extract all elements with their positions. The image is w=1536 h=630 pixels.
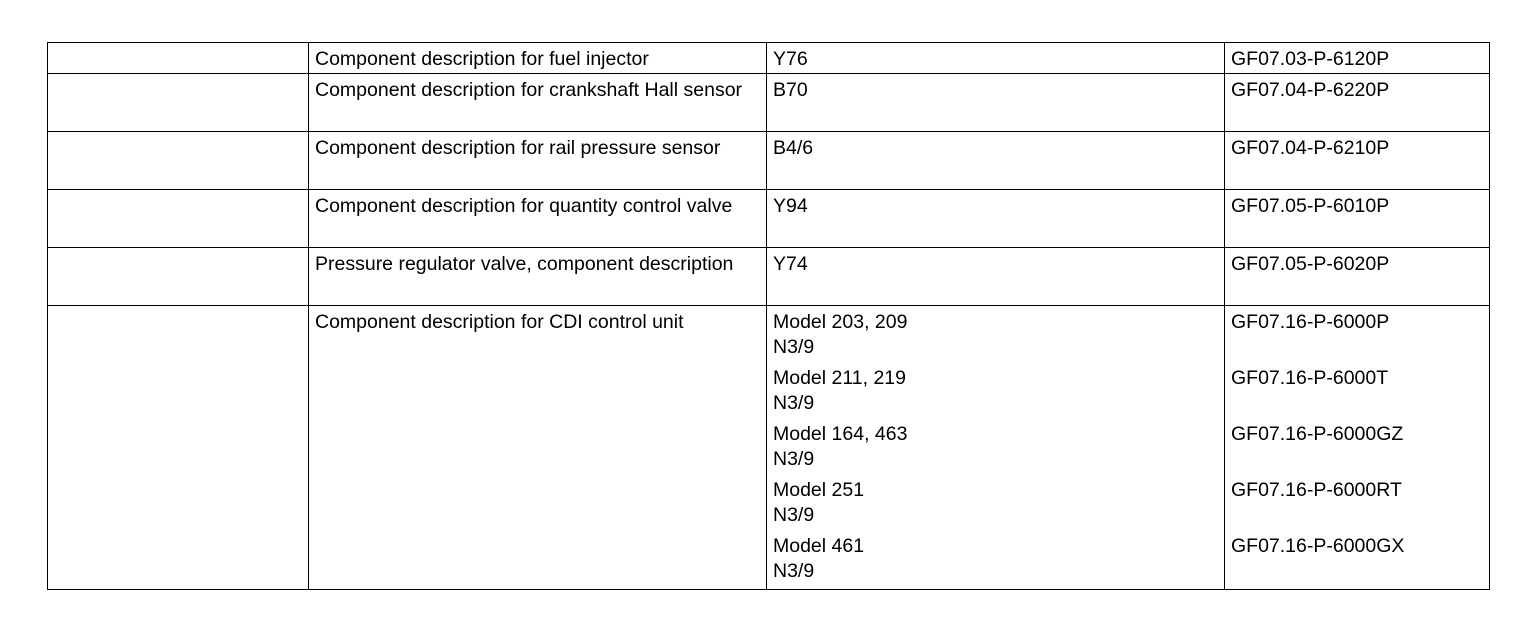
- model-entry: [773, 534, 1218, 584]
- table-row: [48, 132, 1490, 190]
- document-code: GF07.16-P-6000T: [1231, 367, 1389, 389]
- component-code: N3/9: [773, 392, 815, 414]
- description-cell: Component description for fuel injector: [309, 43, 767, 74]
- model-label: Model 203, 209: [773, 311, 908, 333]
- table-row: [48, 190, 1490, 248]
- empty-cell: [48, 248, 309, 306]
- component-cell: B70: [767, 74, 1225, 132]
- document-cell: GF07.03-P-6120P: [1225, 43, 1490, 74]
- model-entry: [773, 310, 1218, 366]
- document-code: GF07.16-P-6000GZ: [1231, 423, 1404, 445]
- component-cell: Y76: [767, 43, 1225, 74]
- description-cell: Component description for quantity control valve: [309, 190, 767, 248]
- description-cell: Component description for crankshaft Hall sensor: [309, 74, 767, 132]
- description-cell: Component description for rail pressure sensor: [309, 132, 767, 190]
- document-cell: GF07.04-P-6210P: [1225, 132, 1490, 190]
- document-code: GF07.16-P-6000P: [1231, 311, 1390, 333]
- table-row: [48, 248, 1490, 306]
- table-row-cdi: [48, 306, 1490, 590]
- model-label: Model 251: [773, 479, 865, 501]
- model-label: Model 164, 463: [773, 423, 908, 445]
- document-code: GF07.16-P-6000GX: [1231, 535, 1405, 557]
- reference-table: [47, 42, 1490, 590]
- component-cell-multi: [767, 306, 1225, 590]
- empty-cell: [48, 74, 309, 132]
- model-entry: [773, 478, 1218, 534]
- document-cell: GF07.05-P-6020P: [1225, 248, 1490, 306]
- component-code: N3/9: [773, 448, 815, 470]
- empty-cell: [48, 306, 309, 590]
- model-entry: [773, 422, 1218, 478]
- empty-cell: [48, 132, 309, 190]
- document-cell-multi: [1225, 306, 1490, 590]
- document-cell: GF07.04-P-6220P: [1225, 74, 1490, 132]
- document-cell: GF07.05-P-6010P: [1225, 190, 1490, 248]
- table-row: [48, 74, 1490, 132]
- model-label: Model 211, 219: [773, 367, 906, 389]
- component-cell: Y94: [767, 190, 1225, 248]
- document-entry: [1231, 366, 1483, 422]
- empty-cell: [48, 43, 309, 74]
- document-entry: [1231, 534, 1483, 559]
- component-code: N3/9: [773, 560, 815, 582]
- description-cell: Component description for CDI control unit: [309, 306, 767, 590]
- component-cell: Y74: [767, 248, 1225, 306]
- document-entry: [1231, 310, 1483, 366]
- document-entry: [1231, 478, 1483, 534]
- model-entry: [773, 366, 1218, 422]
- document-entry: [1231, 422, 1483, 478]
- component-cell: B4/6: [767, 132, 1225, 190]
- model-label: Model 461: [773, 535, 865, 557]
- table-row: [48, 43, 1490, 74]
- component-code: N3/9: [773, 504, 815, 526]
- description-cell: Pressure regulator valve, component description: [309, 248, 767, 306]
- component-code: N3/9: [773, 336, 815, 358]
- document-code: GF07.16-P-6000RT: [1231, 479, 1402, 501]
- empty-cell: [48, 190, 309, 248]
